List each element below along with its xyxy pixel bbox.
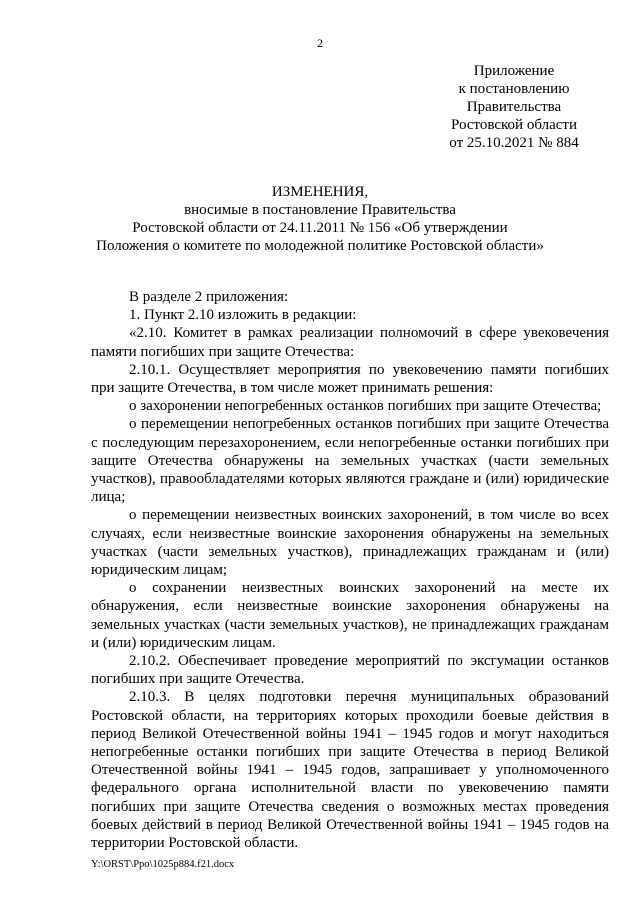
heading-line: вносимые в постановление Правительства: [184, 202, 456, 218]
appendix-line: Правительства: [466, 99, 562, 115]
paragraph: 2.10.2. Обеспечивает проведение мероприятий по эксгумации останков погибших при защите Отечества.: [91, 653, 609, 688]
paragraph: о сохранении неизвестных воинских захоронений на месте их обнаружения, если неизвестные воинские захоронения обнаружены на земельных участках (части земельных участков), не принадлежащих гражданам и (или) юридическим лицам.: [91, 580, 609, 651]
paragraph: 1. Пункт 2.10 изложить в редакции:: [129, 307, 357, 324]
heading-title: ИЗМЕНЕНИЯ,: [271, 184, 369, 200]
paragraph: 2.10.1. Осуществляет мероприятия по увековечению памяти погибших при защите Отечества, в том числе может принимать решения:: [91, 361, 609, 397]
paragraph: В разделе 2 приложения:: [129, 289, 289, 305]
paragraph: о захоронении непогребенных останков погибших при защите Отечества;: [129, 398, 602, 415]
document-body: [91, 288, 609, 852]
appendix-line: от 25.10.2021 № 884: [449, 135, 579, 151]
heading-line: Положения о комитете по молодежной политике Ростовской области»: [96, 238, 544, 254]
appendix-block: [430, 62, 598, 152]
paragraph: «2.10. Комитет в рамках реализации полномочий в сфере увековечения памяти погибших при защите Отечества:: [91, 325, 609, 360]
appendix-line: Приложение: [473, 63, 555, 79]
paragraph: 2.10.3. В целях подготовки перечня муниципальных образований Ростовской области, на территориях которых проходили боевые действия в период Великой Отечественной войны 1941 – 1945 годов и могут находиться непогребенные останки погибших при защите Отечества в период Великой Отечественной войны 1941 – 1945 годов, запрашивает у уполномоченного федерального органа исполнительной власти по увековечению памяти погибших при защите Отечества сведения о возможных местах проведения боевых действий в период Великой Отечественной войны 1941 – 1945 годов на территории Ростовской области.: [91, 689, 609, 852]
heading-line: Ростовской области от 24.11.2011 № 156 «Об утверждении: [132, 220, 508, 236]
page-number: 2: [317, 36, 323, 50]
paragraph: о перемещении неизвестных воинских захоронений, в том числе во всех случаях, если неизвестные воинские захоронения обнаружены на земельных участках (части земельных участков), принадлежащих гражданам и (или) юридическим лицам;: [91, 507, 609, 579]
document-heading: [80, 183, 560, 255]
appendix-line: Ростовской области: [451, 117, 577, 133]
paragraph: о перемещении непогребенных останков погибших при защите Отечества с последующим перезахоронением, если непогребенные останки погибших при защите Отечества обнаружены на земельных участках (части земельных участков), правообладателями которых являются граждане и (или) юридические лица;: [91, 416, 609, 506]
appendix-line: к постановлению: [458, 81, 570, 97]
footer-file-path: Y:\ORST\Ppo\1025p884.f21.docx: [91, 859, 235, 870]
